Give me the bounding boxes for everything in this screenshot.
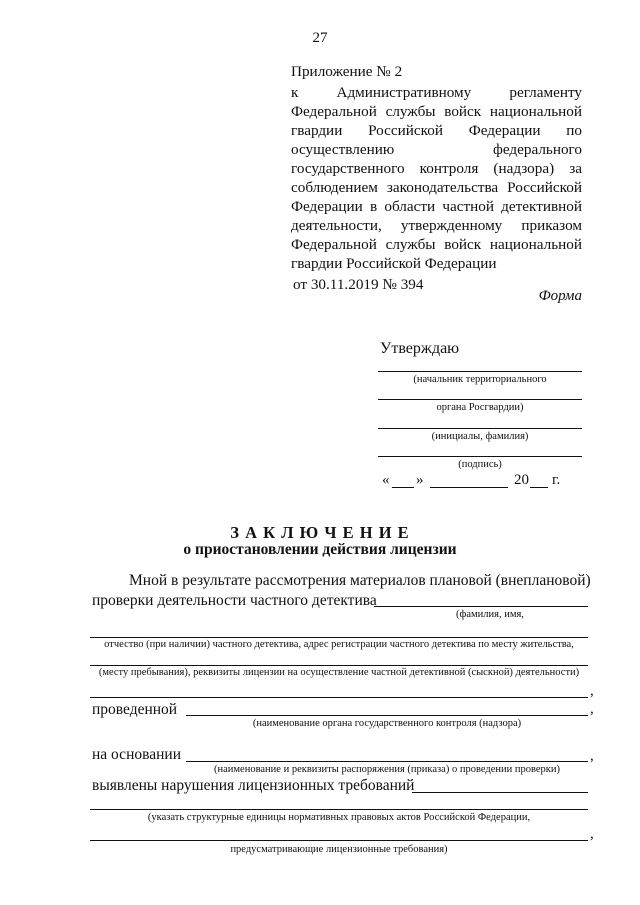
quote-close: » (416, 472, 424, 488)
appendix-line: осуществлению федерального (291, 141, 582, 158)
intro-line: Мной в результате рассмотрения материалов плановой (внеплановой) (129, 572, 591, 589)
document-title: З А К Л Ю Ч Е Н И Е (230, 523, 410, 542)
quote-open: « (382, 472, 390, 488)
approval-heading: Утверждаю (380, 340, 460, 357)
appendix-line: Федеральной службы войск национальной (291, 103, 582, 120)
document-subtitle: о приостановлении действия лицензии (183, 541, 457, 558)
caption-name: (инициалы, фамилия) (431, 431, 529, 442)
approval-signature-line[interactable] (378, 456, 582, 457)
caption-authority: (наименование органа государственного контроля (надзора) (252, 718, 522, 729)
date-year-line[interactable] (530, 487, 548, 488)
caption-residence: (месту пребывания), реквизиты лицензии на осуществление частной детективной (сыскной) деятельности) (98, 667, 580, 678)
appendix-line: Федерации в области частной детективной (291, 198, 582, 215)
residence-line[interactable] (90, 665, 588, 666)
conducted-label: проведенной (92, 701, 178, 718)
appendix-line: к Административному регламенту (291, 84, 582, 101)
date-month-line[interactable] (430, 487, 508, 488)
year-suffix: г. (552, 472, 561, 488)
basis-label: на основании (92, 746, 181, 763)
caption-patronymic: отчество (при наличии) частного детектива, адрес регистрации частного детектива по месту жительства, (104, 639, 574, 650)
authority-line[interactable] (186, 715, 588, 716)
form-label: Форма (538, 288, 582, 304)
appendix-line: деятельности, утвержденному приказом (291, 217, 582, 234)
caption-units: (указать структурные единицы нормативных правовых актов Российской Федерации, (147, 812, 531, 823)
appendix-line: гвардии Российской Федерации по (291, 122, 582, 139)
caption-order: (наименование и реквизиты распоряжения (приказа) о проведении проверки) (214, 764, 560, 775)
appendix-title: Приложение № 2 (291, 63, 403, 80)
comma: , (590, 701, 594, 717)
appendix-line: Федеральной службы войск национальной (291, 236, 582, 253)
caption-signature: (подпись) (458, 459, 502, 470)
caption-requirements: предусматривающие лицензионные требования) (230, 844, 448, 855)
requirements-line[interactable] (90, 840, 588, 841)
page-number: 27 (312, 30, 328, 46)
caption-fio: (фамилия, имя, (456, 609, 524, 620)
approval-head-line[interactable] (378, 371, 582, 372)
violations-line[interactable] (412, 792, 588, 793)
legal-acts-line[interactable] (90, 809, 588, 810)
license-details-line[interactable] (90, 697, 588, 698)
comma: , (590, 826, 594, 842)
appendix-date-line: от 30.11.2019 № 394 (293, 276, 424, 293)
appendix-line: соблюдением законодательства Российской (291, 179, 582, 196)
basis-line[interactable] (186, 761, 588, 762)
approval-authority-line[interactable] (378, 399, 582, 400)
appendix-line: государственного контроля (надзора) за (291, 160, 582, 177)
appendix-last-line: гвардии Российской Федерации (291, 255, 497, 272)
violations-label: выявлены нарушения лицензионных требований (92, 777, 415, 794)
intro-line-2: проверки деятельности частного детектива (92, 592, 377, 609)
comma: , (590, 683, 594, 699)
approval-name-line[interactable] (378, 428, 582, 429)
caption-authority-body: органа Росгвардии) (436, 402, 524, 413)
caption-head: (начальник территориального (413, 374, 547, 385)
comma: , (590, 748, 594, 764)
patronymic-line[interactable] (90, 637, 588, 638)
year-prefix: 20 (514, 472, 529, 488)
date-day-line[interactable] (392, 487, 414, 488)
detective-name-line[interactable] (374, 606, 588, 607)
